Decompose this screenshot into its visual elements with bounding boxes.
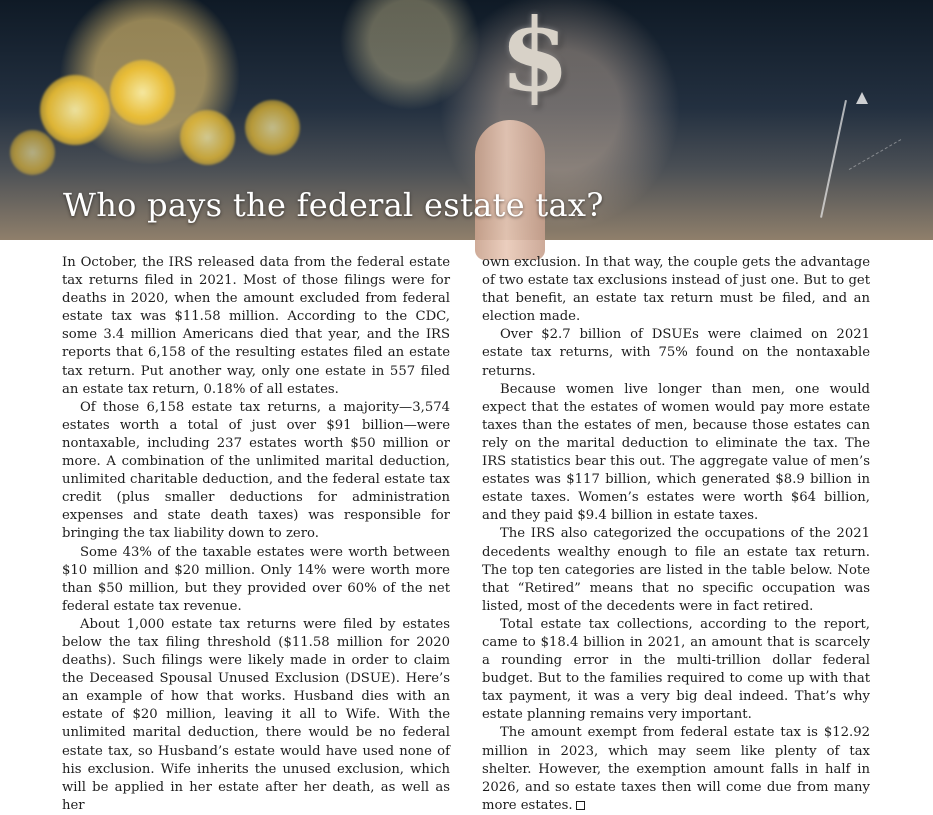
article-column-right: [482, 254, 870, 815]
paragraph: Total estate tax collections, according to the report, came to $18.4 billion in 2021, an amount that is scarcely a rounding error in the multi-trillion dollar federal budget. But to the families required to come up with that tax payment, it was a very big deal indeed. That’s why estate planning remains very important.: [482, 616, 870, 723]
bokeh-light: [40, 75, 110, 145]
paragraph: Over $2.7 billion of DSUEs were claimed on 2021 estate tax returns, with 75% found on the nontaxable returns.: [482, 327, 870, 379]
decorative-grid-line: [849, 139, 931, 222]
paragraph: Some 43% of the taxable estates were worth between $10 million and $20 million. Only 14% were worth more than $50 million, but they provided over 60% of the net federal estate tax revenue.: [62, 544, 450, 614]
paragraph: Of those 6,158 estate tax returns, a majority—3,574 estates worth a total of just over $91 billion—were nontaxable, including 237 estates worth $50 million or more. A combination of the unlimited marital deduction, unlimited charitable deduction, and the federal estate tax credit (plus smaller deductions for administration expenses and state death taxes) was responsible for bringing the tax liability down to zero.: [62, 399, 450, 542]
bokeh-light: [180, 110, 235, 165]
article-column-left: [62, 254, 450, 815]
bokeh-light: [110, 60, 175, 125]
hero-banner: [0, 0, 933, 240]
paragraph: The IRS also categorized the occupations of the 2021 decedents wealthy enough to file an estate tax return. The top ten categories are listed in the table below. Note that “Retired” means that no specific occupation was listed, most of the decedents were in fact retired.: [482, 526, 870, 614]
bokeh-light: [245, 100, 300, 155]
paragraph-text: The amount exempt from federal estate tax is $12.92 million in 2023, which may seem like plenty of tax shelter. However, the exemption amount falls in half in 2026, and so estate taxes then will come due from many more estates.: [482, 725, 870, 813]
trend-arrow-line: [820, 100, 847, 218]
paragraph-last: [482, 724, 870, 814]
paragraph: About 1,000 estate tax returns were filed by estates below the tax filing threshold ($11.58 million for 2020 deaths). Such filings were likely made in order to claim the Deceased Spousal Unused Exclusion (DSUE). Here’s an example of how that works. Husband dies with an estate of $20 million, leaving it all to Wife. With the unlimited marital deduction, there would be no federal estate tax, so Husband’s estate would have used none of his exclusion. Wife inherits the unused exclusion, which will be applied in her estate after her death, as well as her: [62, 616, 450, 813]
paragraph: own exclusion. In that way, the couple gets the advantage of two estate tax exclusions instead of just one. But to get that benefit, an estate tax return must be filed, and an election made.: [482, 255, 870, 325]
paragraph: Because women live longer than men, one would expect that the estates of women would pay more estate taxes than the estates of men, because those estates can rely on the marital deduction to eliminate the tax. The IRS statistics bear this out. The aggregate value of men’s estates was $117 billion, which generated $8.9 billion in estate taxes. Women’s estates were worth $64 billion, and they paid $9.4 billion in estate taxes.: [482, 381, 870, 524]
page-title: Who pays the federal estate tax?: [63, 186, 604, 224]
paragraph: In October, the IRS released data from the federal estate tax returns filed in 2021. Most of those filings were for deaths in 2020, when the amount excluded from federal estate tax was $11.58 million. According to the CDC, some 3.4 million Americans died that year, and the IRS reports that 6,158 of the resulting estates filed an estate tax return. Put another way, only one estate in 557 filed an estate tax return, 0.18% of all estates.: [62, 255, 450, 397]
arrow-up-icon: [856, 92, 868, 104]
dollar-sign-icon: $: [500, 0, 570, 114]
end-of-article-icon: [576, 801, 585, 810]
bokeh-light: [10, 130, 55, 175]
